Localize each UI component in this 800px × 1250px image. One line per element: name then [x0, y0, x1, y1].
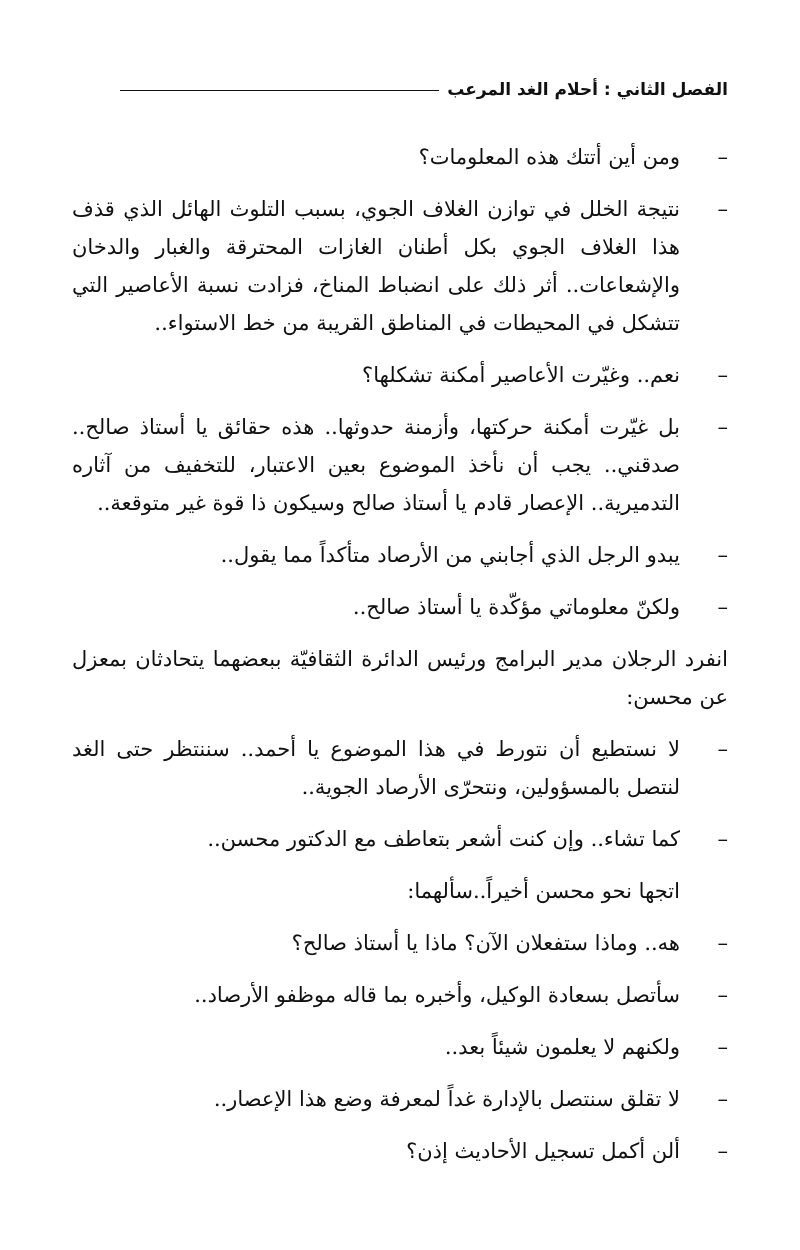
dialogue-text: نعم.. وغيّرت الأعاصير أمكنة تشكلها؟: [362, 363, 680, 387]
dialogue-text: هه.. وماذا ستفعلان الآن؟ ماذا يا أستاذ صالح؟: [291, 931, 680, 955]
dialogue-text: سأتصل بسعادة الوكيل، وأخبره بما قاله موظفو الأرصاد..: [194, 983, 680, 1007]
dialogue-dash: –: [717, 737, 728, 761]
dialogue-text: ولكنهم لا يعلمون شيئاً بعد..: [444, 1035, 680, 1059]
narration-text: انفرد الرجلان مدير البرامج ورئيس الدائرة الثقافيّة ببعضهما يتحادثان بمعزل عن محسن:: [72, 647, 728, 709]
dialogue-text: بل غيّرت أمكنة حركتها، وأزمنة حدوثها.. هذه حقائق يا أستاذ صالح.. صدقني.. يجب أن نأخذ الموضوع بعين الاعتبار، للتخفيف من آثاره التدميرية.. الإعصار قادم يا أستاذ صالح وسيكون ذا قوة غير متوقعة..: [72, 415, 680, 515]
narration-text: اتجها نحو محسن أخيراً..سألهما:: [407, 879, 680, 903]
narration-paragraph: [72, 872, 728, 910]
dialogue-text: لا تقلق سنتصل بالإدارة غداً لمعرفة وضع هذا الإعصار..: [213, 1087, 680, 1111]
dialogue-text: يبدو الرجل الذي أجابني من الأرصاد متأكداً مما يقول..: [220, 543, 680, 567]
dialogue-line: [72, 730, 728, 806]
dialogue-text: ألن أكمل تسجيل الأحاديث إذن؟: [406, 1139, 680, 1163]
narration-paragraph: [72, 640, 728, 716]
dialogue-dash: –: [717, 543, 728, 567]
dialogue-dash: –: [717, 415, 728, 439]
dialogue-line: [72, 190, 728, 342]
header-rule: [120, 90, 439, 91]
dialogue-line: [72, 536, 728, 574]
dialogue-dash: –: [717, 1139, 728, 1163]
dialogue-text: كما تشاء.. وإن كنت أشعر بتعاطف مع الدكتور محسن..: [207, 827, 680, 851]
dialogue-text: ولكنّ معلوماتي مؤكّدة يا أستاذ صالح..: [352, 595, 680, 619]
dialogue-line: [72, 138, 728, 176]
chapter-title: الفصل الثاني : أحلام الغد المرعب: [447, 80, 728, 100]
dialogue-line: [72, 1028, 728, 1066]
dialogue-text: لا نستطيع أن نتورط في هذا الموضوع يا أحمد.. سننتظر حتى الغد لنتصل بالمسؤولين، ونتحرّى الأرصاد الجوية..: [72, 737, 680, 799]
dialogue-dash: –: [717, 145, 728, 169]
dialogue-text: ومن أين أتتك هذه المعلومات؟: [418, 145, 680, 169]
dialogue-line: [72, 1132, 728, 1170]
page-body: [72, 138, 728, 1184]
dialogue-line: [72, 924, 728, 962]
dialogue-line: [72, 1080, 728, 1118]
dialogue-line: [72, 976, 728, 1014]
dialogue-dash: –: [717, 827, 728, 851]
dialogue-dash: –: [717, 595, 728, 619]
dialogue-line: [72, 588, 728, 626]
dialogue-dash: –: [717, 1087, 728, 1111]
dialogue-line: [72, 408, 728, 522]
dialogue-dash: –: [717, 1035, 728, 1059]
dialogue-dash: –: [717, 363, 728, 387]
dialogue-dash: –: [717, 197, 728, 221]
running-header: [120, 80, 728, 100]
dialogue-text: نتيجة الخلل في توازن الغلاف الجوي، بسبب التلوث الهائل الذي قذف هذا الغلاف الجوي بكل أطنان الغازات المحترقة والغبار والدخان والإشعاعات.. أثر ذلك على انضباط المناخ، فزادت نسبة الأعاصير التي تتشكل في المحيطات في المناطق القريبة من خط الاستواء..: [72, 197, 680, 335]
dialogue-line: [72, 356, 728, 394]
dialogue-dash: –: [717, 983, 728, 1007]
dialogue-line: [72, 820, 728, 858]
dialogue-dash: –: [717, 931, 728, 955]
